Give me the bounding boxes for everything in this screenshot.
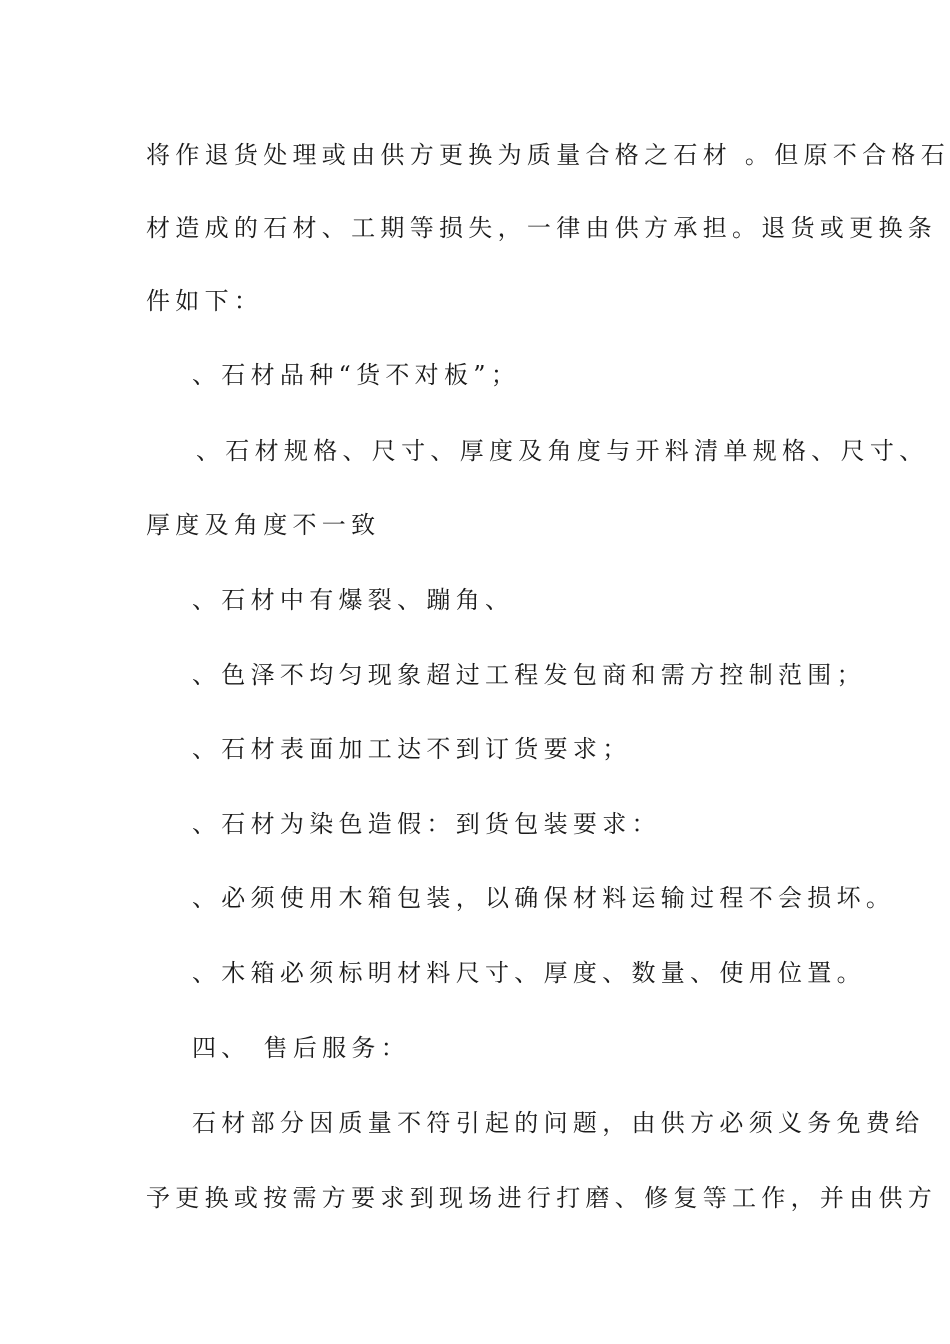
paragraph-line-3: 件如下： — [146, 287, 264, 315]
list-item-spec: 、石材规格、尺寸、厚度及角度与开料清单规格、尺寸、 — [196, 437, 929, 465]
list-item-variety: 、石材品种“货不对板”； — [192, 361, 521, 389]
list-item-dye: 、石材为染色造假：到货包装要求： — [192, 810, 661, 838]
list-item-box-label: 、木箱必须标明材料尺寸、厚度、数量、使用位置。 — [192, 959, 866, 987]
list-item-color: 、色泽不均匀现象超过工程发包商和需方控制范围； — [192, 661, 866, 689]
paragraph-line-2: 材造成的石材、工期等损失，一律由供方承担。退货或更换条 — [146, 214, 938, 242]
paragraph-line-after-sales-1: 石材部分因质量不符引起的问题，由供方必须义务免费给 — [192, 1109, 925, 1137]
list-item-wooden-box: 、必须使用木箱包装，以确保材料运输过程不会损坏。 — [192, 884, 896, 912]
paragraph-line-after-sales-2: 予更换或按需方要求到现场进行打磨、修复等工作，并由供方 — [146, 1184, 938, 1212]
list-item-spec-continued: 厚度及角度不一致 — [146, 511, 381, 539]
list-item-surface: 、石材表面加工达不到订货要求； — [192, 735, 632, 763]
paragraph-line-1: 将作退货处理或由供方更换为质量合格之石材 。但原不合格石 — [146, 141, 950, 169]
list-item-crack: 、石材中有爆裂、蹦角、 — [192, 586, 515, 614]
section-heading-after-sales: 四、 售后服务： — [192, 1034, 411, 1062]
